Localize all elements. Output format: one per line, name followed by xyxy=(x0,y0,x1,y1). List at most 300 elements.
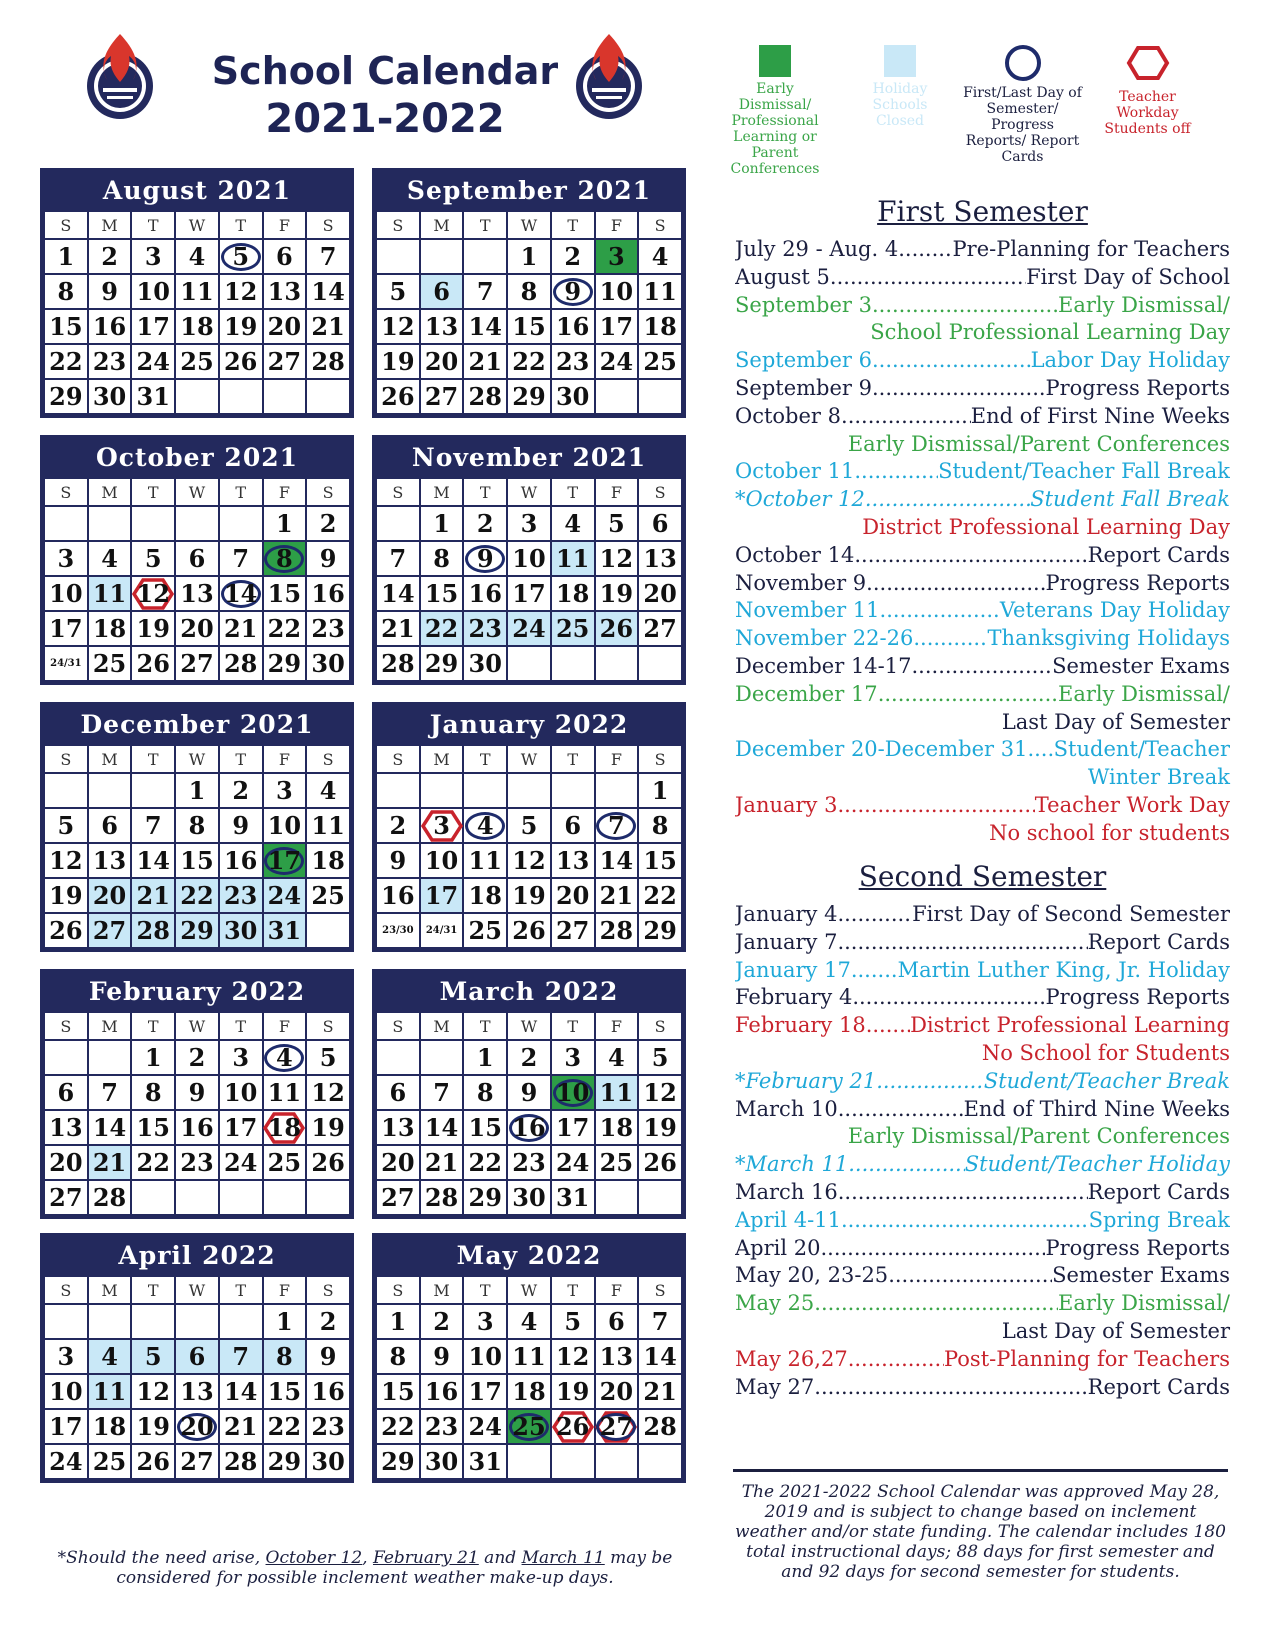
event-text: Early Dismissal/ xyxy=(1058,292,1230,317)
weekday-header: S xyxy=(44,745,88,773)
day-cell xyxy=(638,611,682,646)
day-number: 15 xyxy=(267,1377,302,1406)
day-cell xyxy=(44,274,88,309)
day-cell xyxy=(219,1075,263,1110)
day-number: 25 xyxy=(555,614,590,643)
day-number: 3 xyxy=(608,242,625,271)
day-cell xyxy=(595,239,639,274)
empty-cell xyxy=(263,1180,307,1215)
event-row xyxy=(735,653,1230,681)
day-number: 1 xyxy=(276,1307,293,1336)
day-number: 11 xyxy=(92,1377,127,1406)
day-cell xyxy=(175,274,219,309)
weekday-header: T xyxy=(463,745,507,773)
day-number: 22 xyxy=(643,881,677,910)
day-cell xyxy=(44,1374,88,1409)
empty-cell xyxy=(219,1180,263,1215)
day-cell xyxy=(175,576,219,611)
day-cell xyxy=(219,878,263,913)
weekday-header: M xyxy=(88,478,132,506)
day-number: 30 xyxy=(424,1447,459,1476)
event-date: February 18 xyxy=(735,1013,866,1038)
weekday-header: S xyxy=(376,478,420,506)
day-number: 30 xyxy=(468,649,502,678)
day-number: 9 xyxy=(319,1342,337,1371)
day-number: 4 xyxy=(651,242,669,271)
day-cell xyxy=(551,1409,595,1444)
leader-dots xyxy=(876,1068,984,1096)
day-cell xyxy=(44,576,88,611)
legend-label: Teacher Workday Students off xyxy=(1104,89,1191,137)
day-cell xyxy=(551,274,595,309)
day-cell xyxy=(263,808,307,843)
day-cell xyxy=(376,1180,420,1215)
leader-dots xyxy=(837,901,912,929)
event-date: *October 12 xyxy=(735,487,865,512)
day-number: 19 xyxy=(555,1377,590,1406)
day-cell xyxy=(376,1339,420,1374)
day-number: 2 xyxy=(433,1307,450,1336)
day-cell xyxy=(420,1075,464,1110)
day-cell xyxy=(463,1110,507,1145)
day-cell xyxy=(175,808,219,843)
event-text: Report Cards xyxy=(1087,1374,1230,1399)
month-title: May 2022 xyxy=(372,1233,686,1275)
day-cell xyxy=(263,274,307,309)
day-cell xyxy=(463,1040,507,1075)
day-cell xyxy=(463,274,507,309)
event-row xyxy=(735,901,1230,929)
event-row xyxy=(735,403,1230,431)
weekday-header: F xyxy=(595,478,639,506)
day-cell xyxy=(306,1444,350,1479)
day-cell xyxy=(131,576,175,611)
day-cell xyxy=(44,1339,88,1374)
day-cell xyxy=(131,274,175,309)
day-number: 27 xyxy=(555,916,590,945)
day-cell xyxy=(306,1374,350,1409)
day-number: 24 xyxy=(136,347,170,376)
day-number: 6 xyxy=(101,811,118,840)
day-cell xyxy=(376,1444,420,1479)
day-cell xyxy=(175,611,219,646)
day-number: 31 xyxy=(267,916,302,945)
day-cell xyxy=(507,274,551,309)
day-number: 16 xyxy=(468,579,502,608)
day-cell xyxy=(595,611,639,646)
day-number: 9 xyxy=(101,277,118,306)
day-number: 3 xyxy=(232,1043,250,1072)
day-number: 10 xyxy=(468,1342,502,1371)
day-cell xyxy=(463,309,507,344)
weekday-header: M xyxy=(420,745,464,773)
day-number: 26 xyxy=(49,916,83,945)
day-cell xyxy=(44,309,88,344)
day-cell xyxy=(219,309,263,344)
day-cell xyxy=(463,913,507,948)
day-number: 20 xyxy=(555,881,590,910)
day-number: 13 xyxy=(180,579,214,608)
day-cell xyxy=(219,773,263,808)
day-cell xyxy=(638,773,682,808)
day-cell xyxy=(263,1110,307,1145)
day-cell xyxy=(551,1075,595,1110)
day-number: 27 xyxy=(180,649,214,678)
day-number: 4 xyxy=(564,509,582,538)
day-cell xyxy=(507,576,551,611)
day-cell xyxy=(306,309,350,344)
day-cell xyxy=(463,1339,507,1374)
month-title: August 2021 xyxy=(40,168,354,210)
day-cell xyxy=(88,1339,132,1374)
day-cell xyxy=(376,576,420,611)
day-number: 1 xyxy=(433,509,450,538)
day-number: 28 xyxy=(424,1183,459,1212)
weekday-header: T xyxy=(551,1276,595,1304)
empty-cell xyxy=(638,379,682,414)
day-cell xyxy=(551,1180,595,1215)
day-number: 21 xyxy=(223,1412,258,1441)
day-number: 24/31 xyxy=(50,658,82,669)
day-cell xyxy=(263,646,307,681)
day-number: 22 xyxy=(267,1412,302,1441)
day-cell xyxy=(263,1409,307,1444)
day-cell xyxy=(595,1145,639,1180)
event-text: Semester Exams xyxy=(1052,653,1230,678)
weekday-header: S xyxy=(44,211,88,239)
day-cell xyxy=(88,913,132,948)
day-cell xyxy=(306,646,350,681)
day-number: 20 xyxy=(267,312,302,341)
day-cell xyxy=(88,1075,132,1110)
day-cell xyxy=(306,878,350,913)
day-number: 17 xyxy=(223,1113,258,1142)
day-number: 10 xyxy=(49,1377,83,1406)
weekday-header: M xyxy=(420,1012,464,1040)
day-cell xyxy=(595,1374,639,1409)
day-number: 14 xyxy=(223,579,258,608)
event-text: Progress Reports xyxy=(1045,1235,1230,1260)
event-date: July 29 - Aug. 4 xyxy=(735,237,899,261)
empty-cell xyxy=(638,1180,682,1215)
day-number: 23 xyxy=(468,614,502,643)
empty-cell xyxy=(88,1304,132,1339)
event-date: September 3 xyxy=(735,292,872,317)
event-row xyxy=(735,597,1230,625)
day-number: 20 xyxy=(599,1377,634,1406)
second-semester-title: Second Semester xyxy=(858,860,1107,893)
day-number: 14 xyxy=(424,1113,459,1142)
month-calendar xyxy=(40,168,354,418)
day-cell xyxy=(376,611,420,646)
weekday-header: W xyxy=(175,745,219,773)
weekday-header: S xyxy=(44,478,88,506)
day-number: 22 xyxy=(136,1148,170,1177)
day-cell xyxy=(420,1145,464,1180)
day-number: 4 xyxy=(319,776,337,805)
day-number: 27 xyxy=(267,347,302,376)
month-calendar xyxy=(372,1233,686,1483)
day-number: 8 xyxy=(144,1078,162,1107)
day-cell xyxy=(638,506,682,541)
day-number: 20 xyxy=(92,881,127,910)
day-number: 9 xyxy=(433,1342,450,1371)
day-cell xyxy=(420,344,464,379)
day-cell xyxy=(420,274,464,309)
day-number: 2 xyxy=(476,509,494,538)
event-text: Pre-Planning for Teachers xyxy=(952,237,1230,261)
day-number: 17 xyxy=(424,881,459,910)
day-cell xyxy=(219,808,263,843)
day-cell xyxy=(376,541,420,576)
leader-dots xyxy=(866,570,1045,598)
day-cell xyxy=(376,913,420,948)
event-row xyxy=(735,736,1230,764)
weekday-header: M xyxy=(420,211,464,239)
event-text: End of Third Nine Weeks xyxy=(963,1096,1230,1121)
day-number: 11 xyxy=(555,544,590,573)
day-number: 22 xyxy=(424,614,459,643)
day-number: 26 xyxy=(381,382,415,411)
day-number: 3 xyxy=(433,811,450,840)
day-cell xyxy=(219,646,263,681)
day-number: 21 xyxy=(643,1377,677,1406)
footnote-date-1: October 12 xyxy=(265,1548,363,1568)
month-calendar xyxy=(372,168,686,418)
day-number: 17 xyxy=(136,312,170,341)
day-number: 31 xyxy=(468,1447,502,1476)
empty-cell xyxy=(131,1180,175,1215)
month-title: March 2022 xyxy=(372,969,686,1011)
event-row xyxy=(735,375,1230,403)
day-cell xyxy=(263,773,307,808)
day-number: 9 xyxy=(564,277,582,306)
weekday-header: M xyxy=(88,1012,132,1040)
day-cell xyxy=(420,1374,464,1409)
day-cell xyxy=(638,1110,682,1145)
day-cell xyxy=(420,576,464,611)
event-text: Early Dismissal/ xyxy=(1058,681,1230,706)
day-number: 24 xyxy=(468,1412,502,1441)
day-number: 13 xyxy=(555,846,590,875)
day-number: 12 xyxy=(555,1342,590,1371)
day-number: 18 xyxy=(643,312,677,341)
legend-swatch-lightblue xyxy=(884,45,916,77)
weekday-header: S xyxy=(376,745,420,773)
event-text: Student/Teacher Holiday xyxy=(964,1152,1230,1177)
day-cell xyxy=(507,913,551,948)
day-number: 22 xyxy=(267,614,302,643)
day-number: 25 xyxy=(92,649,127,678)
event-text: Teacher Work Day xyxy=(1034,792,1230,817)
leader-dots xyxy=(820,1235,1045,1263)
day-cell xyxy=(44,913,88,948)
day-cell xyxy=(131,1409,175,1444)
day-number: 13 xyxy=(424,312,459,341)
day-number: 23 xyxy=(180,1148,214,1177)
weekday-header: S xyxy=(306,1276,350,1304)
event-row xyxy=(735,236,1230,264)
day-cell xyxy=(507,379,551,414)
day-number: 5 xyxy=(608,509,625,538)
day-number: 9 xyxy=(319,544,337,573)
event-text: Student/Teacher xyxy=(1053,737,1230,762)
day-cell xyxy=(131,1110,175,1145)
day-cell xyxy=(175,843,219,878)
day-cell xyxy=(88,1145,132,1180)
weekday-header: W xyxy=(175,1276,219,1304)
empty-cell xyxy=(420,239,464,274)
leader-dots xyxy=(866,1012,910,1040)
weekday-header: T xyxy=(131,1276,175,1304)
day-cell xyxy=(420,843,464,878)
day-number: 20 xyxy=(180,1412,214,1441)
event-row xyxy=(735,1346,1230,1374)
day-cell xyxy=(551,878,595,913)
day-cell xyxy=(263,1075,307,1110)
day-cell xyxy=(306,611,350,646)
footnote xyxy=(40,1548,690,1588)
month-title: December 2021 xyxy=(40,702,354,744)
event-text: End of First Nine Weeks xyxy=(970,403,1230,428)
day-number: 26 xyxy=(223,347,258,376)
event-text: Report Cards xyxy=(1087,929,1230,954)
event-row xyxy=(735,1207,1230,1235)
event-text: Spring Break xyxy=(1088,1207,1230,1232)
day-cell xyxy=(306,506,350,541)
day-number: 8 xyxy=(188,811,206,840)
day-number: 11 xyxy=(180,277,214,306)
approval-note: The 2021-2022 School Calendar was approved May 28, 2019 and is subject to change based on inclement weather and/or state funding. The calendar includes 180 total instructional days; 88 days for first semester and and 92 days for second semester for students. xyxy=(735,1482,1226,1582)
event-text: Student Fall Break xyxy=(1030,487,1230,512)
day-number: 16 xyxy=(424,1377,459,1406)
day-number: 14 xyxy=(223,1377,258,1406)
day-cell xyxy=(219,1110,263,1145)
day-cell xyxy=(463,576,507,611)
day-number: 23 xyxy=(311,1412,345,1441)
day-number: 19 xyxy=(381,347,415,376)
day-cell xyxy=(88,274,132,309)
day-cell xyxy=(175,309,219,344)
day-number: 21 xyxy=(136,881,170,910)
day-number: 11 xyxy=(468,846,502,875)
footnote-date-2: February 21 xyxy=(372,1548,479,1568)
day-cell xyxy=(551,1040,595,1075)
day-number: 11 xyxy=(599,1078,634,1107)
day-number: 29 xyxy=(468,1183,502,1212)
day-number: 10 xyxy=(136,277,170,306)
day-cell xyxy=(463,1180,507,1215)
month-calendar xyxy=(40,1233,354,1483)
day-cell xyxy=(420,646,464,681)
day-number: 8 xyxy=(651,811,669,840)
day-number: 2 xyxy=(520,1043,538,1072)
day-number: 15 xyxy=(512,312,546,341)
day-cell xyxy=(595,878,639,913)
leader-dots xyxy=(872,375,1045,403)
empty-cell xyxy=(44,506,88,541)
event-date: April 4-11 xyxy=(735,1207,841,1232)
day-number: 9 xyxy=(520,1078,538,1107)
day-cell xyxy=(306,1409,350,1444)
day-number: 14 xyxy=(311,277,345,306)
day-cell xyxy=(88,843,132,878)
day-number: 27 xyxy=(92,916,127,945)
empty-cell xyxy=(306,913,350,948)
day-cell xyxy=(175,646,219,681)
day-cell xyxy=(420,1339,464,1374)
day-number: 1 xyxy=(476,1043,494,1072)
event-continuation: Early Dismissal/Parent Conferences xyxy=(847,1124,1230,1149)
day-cell xyxy=(638,808,682,843)
weekday-header: S xyxy=(376,1276,420,1304)
day-cell xyxy=(88,1409,132,1444)
day-number: 6 xyxy=(651,509,669,538)
weekday-header: T xyxy=(219,745,263,773)
event-row xyxy=(735,792,1230,820)
event-row xyxy=(735,1374,1230,1402)
day-number: 4 xyxy=(276,1043,293,1072)
day-cell xyxy=(376,379,420,414)
day-cell xyxy=(507,843,551,878)
weekday-header: T xyxy=(551,745,595,773)
day-cell xyxy=(463,1304,507,1339)
day-number: 18 xyxy=(599,1113,634,1142)
leader-dots xyxy=(838,1179,1088,1207)
day-cell xyxy=(507,1409,551,1444)
event-row xyxy=(735,264,1230,292)
day-cell xyxy=(131,239,175,274)
event-row xyxy=(735,984,1230,1012)
event-text: Martin Luther King, Jr. Holiday xyxy=(897,957,1230,982)
weekday-header: S xyxy=(306,745,350,773)
event-continuation: School Professional Learning Day xyxy=(870,320,1230,345)
day-cell xyxy=(376,1409,420,1444)
leader-dots xyxy=(878,681,1058,709)
day-number: 5 xyxy=(144,1342,162,1371)
empty-cell xyxy=(44,773,88,808)
empty-cell xyxy=(638,646,682,681)
day-number: 31 xyxy=(555,1183,590,1212)
day-number: 7 xyxy=(389,544,407,573)
day-cell xyxy=(551,1339,595,1374)
leader-dots xyxy=(837,929,1087,957)
day-number: 2 xyxy=(319,1307,337,1336)
empty-cell xyxy=(376,1040,420,1075)
day-number: 12 xyxy=(599,544,634,573)
day-cell xyxy=(175,1110,219,1145)
day-cell xyxy=(44,1180,88,1215)
title-line-2: 2021-2022 xyxy=(265,96,505,142)
day-cell xyxy=(463,1444,507,1479)
event-text: Progress Reports xyxy=(1045,570,1230,595)
event-text: Labor Day Holiday xyxy=(1030,348,1230,373)
day-number: 27 xyxy=(643,614,677,643)
day-cell xyxy=(551,309,595,344)
leader-dots xyxy=(888,1262,1052,1290)
day-cell xyxy=(420,808,464,843)
leader-dots xyxy=(913,625,987,653)
day-number: 17 xyxy=(555,1113,590,1142)
event-row xyxy=(735,486,1230,514)
day-number: 1 xyxy=(651,776,669,805)
day-number: 19 xyxy=(512,881,546,910)
day-number: 28 xyxy=(381,649,415,678)
day-cell xyxy=(638,344,682,379)
day-number: 17 xyxy=(512,579,546,608)
event-date: January 17 xyxy=(735,957,851,982)
empty-cell xyxy=(263,379,307,414)
